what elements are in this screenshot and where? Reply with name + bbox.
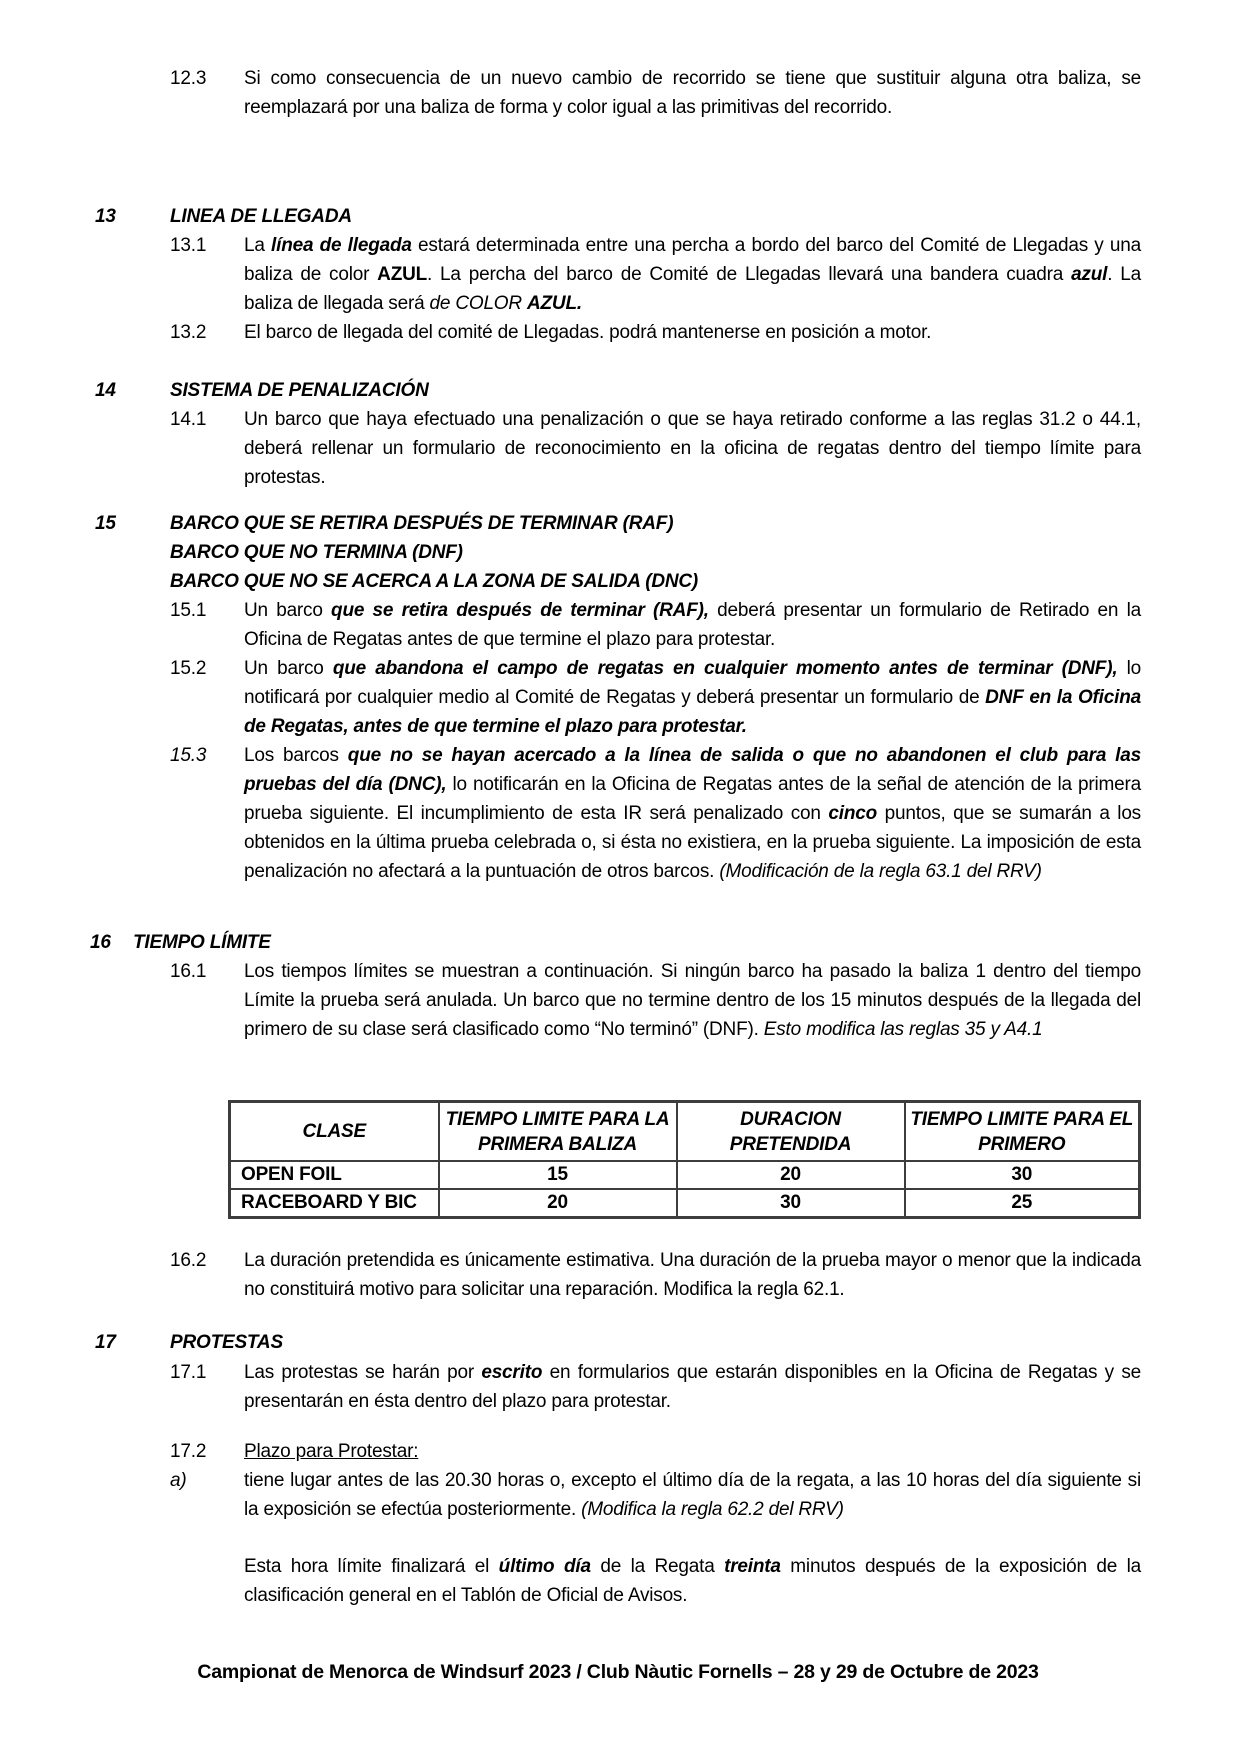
- clause-15-3: [170, 741, 1141, 886]
- section-title: BARCO QUE SE RETIRA DESPUÉS DE TERMINAR (RAF): [170, 513, 674, 534]
- text-segment: . La percha del barco de Comité de Llegadas llevará una bandera cuadra: [427, 264, 1072, 285]
- section-16-heading: [90, 928, 1141, 957]
- clause-14-1: [170, 405, 1141, 492]
- clause-number: 15.2: [170, 658, 207, 679]
- table-row: [230, 1189, 1140, 1218]
- text-segment: AZUL: [377, 264, 428, 285]
- clause-text: [244, 654, 1141, 741]
- text-segment: escrito: [481, 1362, 543, 1383]
- clause-text: [244, 405, 1141, 492]
- clause-text: [244, 318, 1141, 347]
- text-segment: estará determinada entre una percha a bordo del barco del Comité de Llegadas y una baliza de color: [244, 235, 1141, 285]
- text-segment: (Modificación de la regla 63.1 del RRV): [719, 861, 1042, 882]
- clause-16-1: [170, 957, 1141, 1044]
- text-segment: Las protestas se harán por: [244, 1362, 482, 1383]
- clause-13-1: [170, 231, 1141, 318]
- clause-17-1: [170, 1358, 1141, 1416]
- clause-12-3: [170, 64, 1141, 122]
- text-segment: cinco: [828, 803, 878, 824]
- text-segment: último día: [498, 1556, 591, 1577]
- clause-text: [244, 1358, 1141, 1416]
- section-title: LINEA DE LLEGADA: [170, 206, 352, 227]
- clause-text: [244, 596, 1141, 654]
- clause-text: [244, 1466, 1141, 1524]
- text-segment: Los tiempos límites se muestran a continuación. Si ningún barco ha pasado la baliza 1 dentro del tiempo Límite la prueba será anulada. Un barco que no termine dentro de los 15 minutos después de la llegada del primero de su clase será clasificado como “No terminó” (DNF).: [244, 961, 1141, 1040]
- clause-text: [244, 64, 1141, 122]
- time-limits-table: [228, 1100, 1141, 1219]
- section-15-heading: [95, 509, 1141, 596]
- text-segment: en formularios que estarán disponibles en la Oficina de Regatas y se presentarán en ésta dentro del plazo para protestar.: [244, 1362, 1141, 1412]
- text-segment: que no se hayan acercado a la línea de salida o que no abandonen el club para las pruebas del día (DNC),: [244, 745, 1141, 795]
- section-number: 13: [95, 206, 116, 227]
- page-footer: Campionat de Menorca de Windsurf 2023 / Club Nàutic Fornells – 28 y 29 de Octubre de 2023: [197, 1661, 1039, 1683]
- clause-17-2: [170, 1437, 1141, 1466]
- table-row: [230, 1161, 1140, 1189]
- table-cell: 30: [677, 1189, 905, 1218]
- clause-number: 13.1: [170, 235, 207, 256]
- table-cell: RACEBOARD Y BIC: [230, 1189, 439, 1218]
- text-segment: treinta: [724, 1556, 781, 1577]
- clause-text: [244, 231, 1141, 318]
- clause-number: 15.1: [170, 600, 207, 621]
- table-cell: 30: [905, 1161, 1140, 1189]
- clause-text: [244, 957, 1141, 1044]
- clause-number: 17.2: [170, 1441, 207, 1462]
- clause-15-2: [170, 654, 1141, 741]
- section-13-heading: [95, 202, 1141, 231]
- table-cell: 20: [439, 1189, 677, 1218]
- text-segment: minutos después de la exposición de la clasificación general en el Tablón de Oficial de Avisos.: [244, 1556, 1141, 1606]
- text-segment: AZUL.: [527, 293, 582, 314]
- text-segment: Los barcos: [244, 745, 348, 766]
- text-segment: lo notificarán en la Oficina de Regatas antes de la señal de atención de la primera prueba siguiente. El incumplimiento de esta IR será penalizado con: [244, 774, 1141, 824]
- text-segment: de la Regata: [590, 1556, 725, 1577]
- text-segment: Un barco: [244, 600, 332, 621]
- table-header-cell: DURACION PRETENDIDA: [677, 1102, 905, 1162]
- text-segment: Si como consecuencia de un nuevo cambio de recorrido se tiene que sustituir alguna otra baliza, se reemplazará por una baliza de forma y color igual a las primitivas del recorrido.: [244, 68, 1141, 118]
- section-number: 16: [90, 932, 111, 953]
- clause-16-2: [170, 1246, 1141, 1304]
- table-cell: 25: [905, 1189, 1140, 1218]
- text-segment: La duración pretendida es únicamente estimativa. Una duración de la prueba mayor o menor que la indicada no constituirá motivo para solicitar una reparación. Modifica la regla 62.1.: [244, 1250, 1141, 1300]
- section-title: PROTESTAS: [170, 1332, 283, 1353]
- text-segment: que abandona el campo de regatas en cualquier momento antes de terminar (DNF),: [332, 658, 1118, 679]
- table-header-cell: CLASE: [230, 1102, 439, 1162]
- table-header-row: [230, 1102, 1140, 1162]
- text-segment: línea de llegada: [271, 235, 412, 256]
- text-segment: El barco de llegada del comité de Llegadas. podrá mantenerse en posición a motor.: [244, 322, 932, 343]
- text-segment: deberá presentar un formulario de Retirado en la Oficina de Regatas antes de que termine el plazo para protestar.: [244, 600, 1141, 650]
- clause-number: 13.2: [170, 322, 207, 343]
- clause-number: 17.1: [170, 1362, 207, 1383]
- text-segment: Esta hora límite finalizará el: [244, 1556, 499, 1577]
- section-number: 14: [95, 380, 116, 401]
- section-title: BARCO QUE NO SE ACERCA A LA ZONA DE SALIDA (DNC): [170, 571, 699, 592]
- section-number: 17: [95, 1332, 116, 1353]
- text-segment: lo notificará por cualquier medio al Comité de Regatas y deberá presentar un formulario de: [244, 658, 1141, 708]
- clause-number: 12.3: [170, 68, 207, 89]
- clause-text: [244, 741, 1141, 886]
- clause-text: [244, 1437, 1141, 1466]
- clause-a: [170, 1466, 1141, 1524]
- text-segment: DNF en la Oficina de Regatas, antes de que termine el plazo para protestar.: [244, 687, 1141, 737]
- text-segment: Un barco: [244, 658, 333, 679]
- section-14-heading: [95, 376, 1141, 405]
- text-segment: La: [244, 235, 272, 256]
- closing-paragraph: [244, 1552, 1141, 1610]
- text-segment: que se retira después de terminar (RAF),: [331, 600, 709, 621]
- table-cell: 15: [439, 1161, 677, 1189]
- section-number: 15: [95, 513, 116, 534]
- section-title: BARCO QUE NO TERMINA (DNF): [170, 542, 463, 563]
- clause-15-1: [170, 596, 1141, 654]
- text-segment: Esto modifica las reglas 35 y A4.1: [763, 1019, 1043, 1040]
- clause-number: 16.1: [170, 961, 207, 982]
- clause-13-2: [170, 318, 1141, 347]
- text-segment: tiene lugar antes de las 20.30 horas o, excepto el último día de la regata, a las 10 horas del día siguiente si la exposición se efectúa posteriormente.: [244, 1470, 1141, 1520]
- clause-text: [244, 1552, 1141, 1610]
- section-17-heading: [95, 1328, 1141, 1357]
- text-segment: . La baliza de llegada será: [244, 264, 1141, 314]
- clause-text: [244, 1246, 1141, 1304]
- clause-number: 15.3: [170, 745, 207, 766]
- table-cell: 20: [677, 1161, 905, 1189]
- text-segment: (Modifica la regla 62.2 del RRV): [581, 1499, 844, 1520]
- text-segment: Un barco que haya efectuado una penalización o que se haya retirado conforme a las reglas 31.2 o 44.1, deberá rellenar un formulario de reconocimiento en la oficina de regatas dentro del tiempo límite para protestas.: [244, 409, 1141, 488]
- clause-number: 16.2: [170, 1250, 207, 1271]
- table-cell: OPEN FOIL: [230, 1161, 439, 1189]
- clause-number: a): [170, 1470, 187, 1491]
- section-title: TIEMPO LÍMITE: [133, 932, 271, 953]
- text-segment: puntos, que se sumarán a los obtenidos en la última prueba celebrada o, si ésta no existiera, en la prueba siguiente. La imposición de esta penalización no afectará a la puntuación de otros barcos.: [244, 803, 1141, 882]
- clause-number: 14.1: [170, 409, 207, 430]
- text-segment: azul: [1071, 264, 1108, 285]
- text-segment: Plazo para Protestar:: [244, 1441, 419, 1462]
- section-title: SISTEMA DE PENALIZACIÓN: [170, 380, 429, 401]
- text-segment: de COLOR: [429, 293, 527, 314]
- table-header-cell: TIEMPO LIMITE PARA LA PRIMERA BALIZA: [439, 1102, 677, 1162]
- table-header-cell: TIEMPO LIMITE PARA EL PRIMERO: [905, 1102, 1140, 1162]
